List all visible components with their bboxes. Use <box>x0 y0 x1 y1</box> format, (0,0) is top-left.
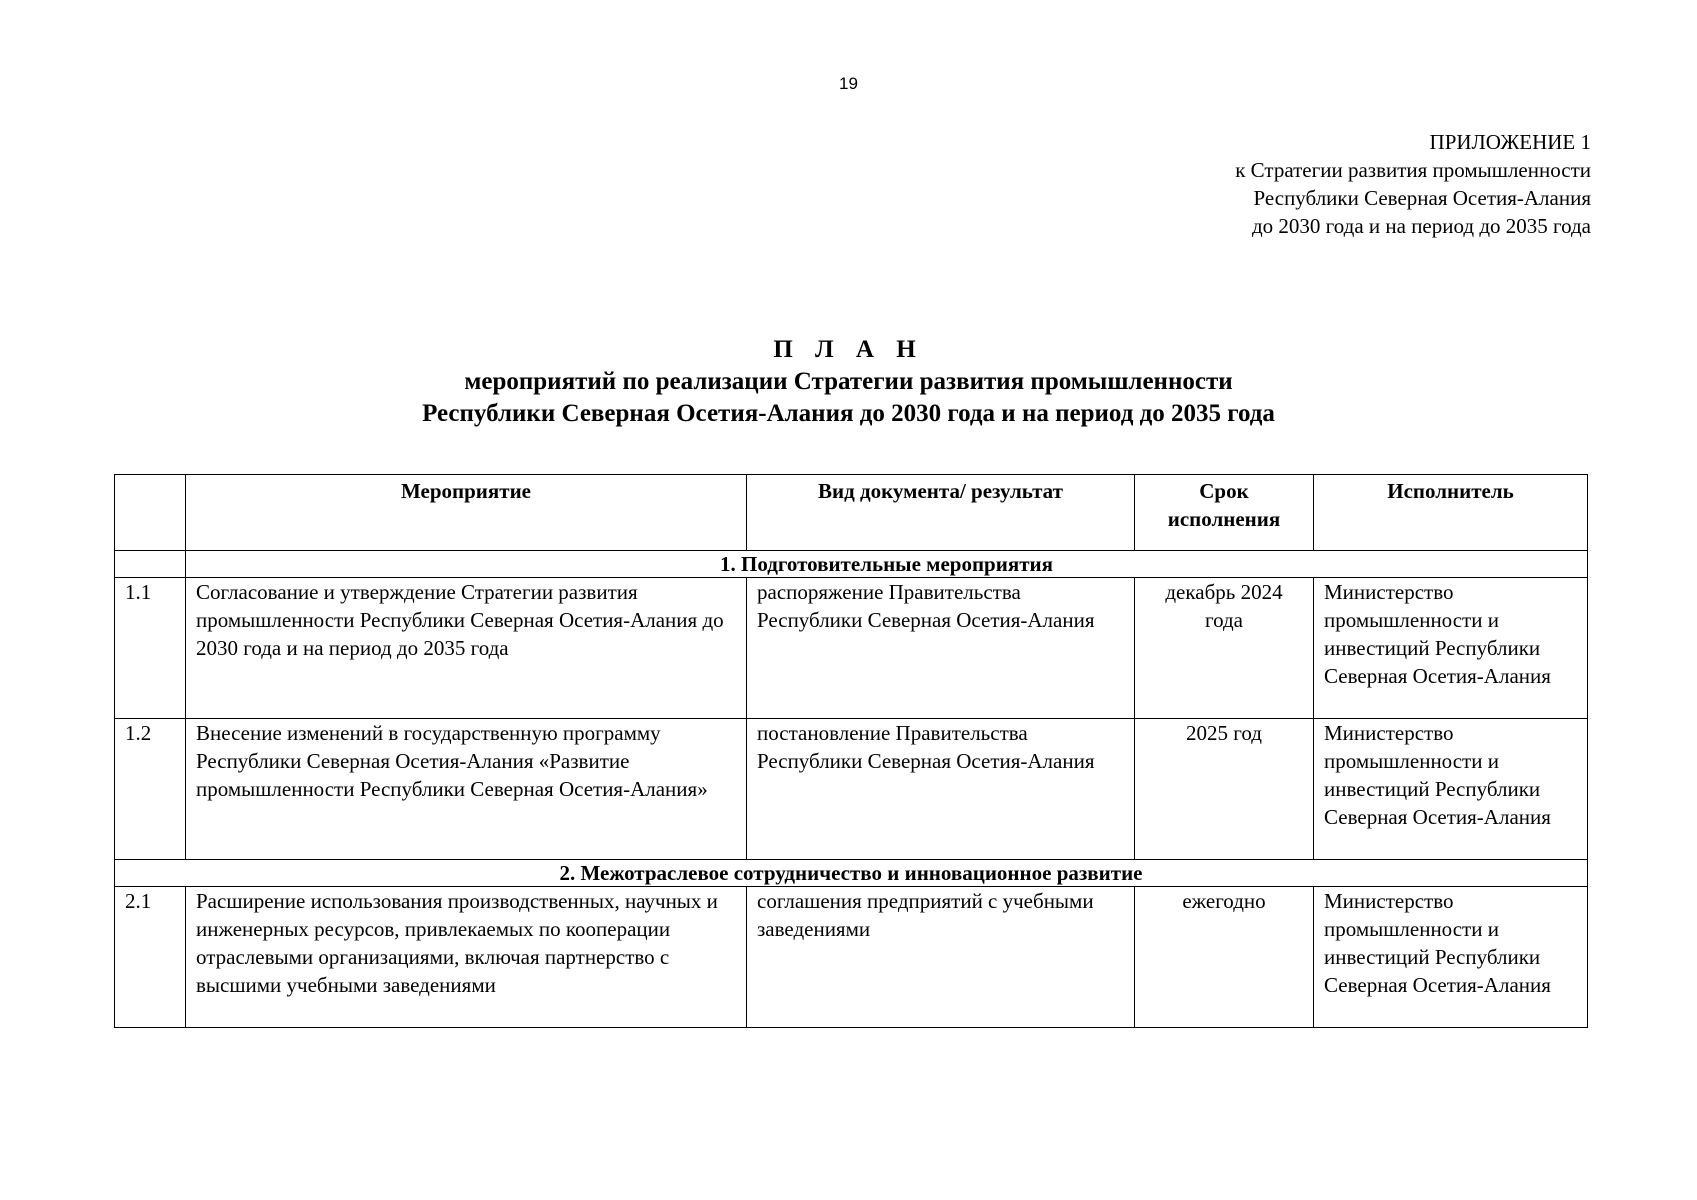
row-activity: Внесение изменений в государственную программу Республики Северная Осетия-Алания «Развитие промышленности Республики Северная Осетия-Алания» <box>186 719 747 860</box>
document-title <box>0 334 1697 430</box>
row-executor: Министерство промышленности и инвестиций Республики Северная Осетия-Алания <box>1314 719 1588 860</box>
header-deadline: Срок исполнения <box>1135 475 1314 551</box>
appendix-line: Республики Северная Осетия-Алания <box>1253 186 1591 210</box>
section-title: 2. Межотраслевое сотрудничество и инновационное развитие <box>115 860 1588 887</box>
table-header-row <box>115 475 1588 551</box>
header-activity: Мероприятие <box>186 475 747 551</box>
section-title: 1. Подготовительные мероприятия <box>186 551 1588 578</box>
row-activity: Согласование и утверждение Стратегии развития промышленности Республики Северная Осетия-Алания до 2030 года и на период до 2035 года <box>186 578 747 719</box>
appendix-line: до 2030 года и на период до 2035 года <box>1251 214 1591 238</box>
plan-heading: П Л А Н <box>773 336 924 363</box>
row-deadline: ежегодно <box>1135 887 1314 1028</box>
section-row <box>115 860 1588 887</box>
header-num <box>115 475 186 551</box>
header-document: Вид документа/ результат <box>747 475 1135 551</box>
header-executor: Исполнитель <box>1314 475 1588 551</box>
title-line: Республики Северная Осетия-Алания до 2030 года и на период до 2035 года <box>422 400 1275 427</box>
row-document: распоряжение Правительства Республики Северная Осетия-Алания <box>747 578 1135 719</box>
row-deadline: декабрь 2024 года <box>1135 578 1314 719</box>
section-row <box>115 551 1588 578</box>
row-executor: Министерство промышленности и инвестиций Республики Северная Осетия-Алания <box>1314 887 1588 1028</box>
appendix-line: к Стратегии развития промышленности <box>1235 158 1591 182</box>
page-number: 19 <box>839 74 858 93</box>
title-line: мероприятий по реализации Стратегии развития промышленности <box>464 368 1233 395</box>
table-row <box>115 578 1588 719</box>
row-document: постановление Правительства Республики Северная Осетия-Алания <box>747 719 1135 860</box>
row-deadline: 2025 год <box>1135 719 1314 860</box>
appendix-line: ПРИЛОЖЕНИЕ 1 <box>1429 130 1591 154</box>
row-activity: Расширение использования производственных, научных и инженерных ресурсов, привлекаемых по кооперации отраслевыми организациями, включая партнерство с высшими учебными заведениями <box>186 887 747 1028</box>
table-row <box>115 719 1588 860</box>
row-executor: Министерство промышленности и инвестиций Республики Северная Осетия-Алания <box>1314 578 1588 719</box>
row-num: 1.1 <box>115 578 186 719</box>
row-num: 1.2 <box>115 719 186 860</box>
plan-table <box>114 474 1588 1028</box>
section-num-cell <box>115 551 186 578</box>
table-row <box>115 887 1588 1028</box>
appendix-note <box>1235 128 1591 240</box>
row-num: 2.1 <box>115 887 186 1028</box>
row-document: соглашения предприятий с учебными заведениями <box>747 887 1135 1028</box>
